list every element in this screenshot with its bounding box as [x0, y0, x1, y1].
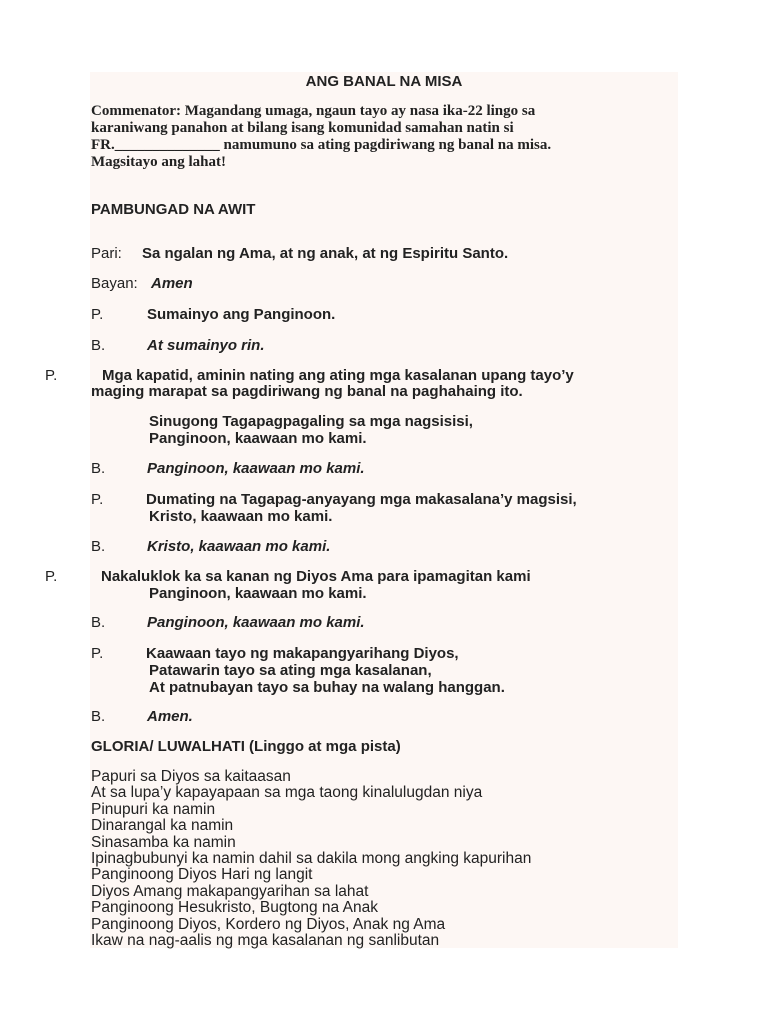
p-label-2: P.	[45, 367, 58, 384]
p5-line-1: Kaawaan tayo ng makapangyarihang Diyos,	[146, 645, 459, 662]
p4-line-2: Panginoon, kaawaan mo kami.	[149, 585, 367, 602]
p3-line-1: Dumating na Tagapag-anyayang mga makasalana’y magsisi,	[146, 491, 577, 508]
b-label-5: B.	[91, 708, 106, 725]
gloria-heading: GLORIA/ LUWALHATI (Linggo at mga pista)	[91, 738, 401, 755]
b-label-2: B.	[91, 460, 106, 477]
b3-text: Kristo, kaawaan mo kami.	[147, 538, 331, 555]
document-title: ANG BANAL NA MISA	[305, 73, 463, 90]
b5-text: Amen.	[147, 708, 193, 725]
pari-label: Pari:	[91, 245, 122, 262]
p-label-1: P.	[91, 306, 104, 323]
gloria-line: Sinasamba ka namin	[91, 833, 236, 851]
gloria-line: At sa lupa’y kapayapaan sa mga taong kinalulugdan niya	[91, 784, 483, 802]
b1-text: At sumainyo rin.	[147, 337, 265, 354]
gloria-line: Panginoong Diyos Hari ng langit	[91, 866, 313, 884]
p2-line-2: maging marapat sa pagdiriwang ng banal na paghahaing ito.	[91, 383, 523, 400]
p2-line-1: Mga kapatid, aminin nating ang ating mga kasalanan upang tayo’y	[102, 367, 574, 384]
pambungad-heading: PAMBUNGAD NA AWIT	[91, 201, 256, 218]
p-label-4: P.	[45, 568, 58, 585]
commentator-line-1: Commenator: Magandang umaga, ngaun tayo ay nasa ika-22 lingo sa	[91, 103, 536, 119]
p1-text: Sumainyo ang Panginoon.	[147, 306, 336, 323]
p5-line-2: Patawarin tayo sa ating mga kasalanan,	[149, 662, 432, 679]
gloria-line: Panginoong Diyos, Kordero ng Diyos, Anak ng Ama	[91, 915, 446, 933]
gloria-line: Ikaw na nag-aalis ng mga kasalanan ng sanlibutan	[91, 932, 440, 950]
commentator-line-2: karaniwang panahon at bilang isang komunidad samahan natin si	[91, 120, 514, 136]
sinugong-line-1: Sinugong Tagapagpagaling sa mga nagsisisi,	[149, 413, 473, 430]
commentator-line-3: FR.______________ namumuno sa ating pagdiriwang ng banal na misa.	[91, 137, 552, 153]
b2-text: Panginoon, kaawaan mo kami.	[147, 460, 365, 477]
gloria-line: Dinarangal ka namin	[91, 817, 234, 835]
sinugong-line-2: Panginoon, kaawaan mo kami.	[149, 430, 367, 447]
p-label-5: P.	[91, 645, 104, 662]
gloria-line: Pinupuri ka namin	[91, 800, 216, 818]
p3-line-2: Kristo, kaawaan mo kami.	[149, 508, 333, 525]
b-label-3: B.	[91, 538, 106, 555]
b-label-4: B.	[91, 614, 106, 631]
gloria-lyrics	[91, 769, 531, 949]
b-label-1: B.	[91, 337, 106, 354]
gloria-line: Papuri sa Diyos sa kaitaasan	[91, 768, 291, 785]
p5-line-3: At patnubayan tayo sa buhay na walang hanggan.	[149, 679, 505, 696]
gloria-line: Ipinagbubunyi ka namin dahil sa dakila mong angking kapurihan	[91, 850, 532, 868]
b4-text: Panginoon, kaawaan mo kami.	[147, 614, 365, 631]
p-label-3: P.	[91, 491, 104, 508]
commentator-line-4: Magsitayo ang lahat!	[91, 154, 226, 170]
pari-text: Sa ngalan ng Ama, at ng anak, at ng Espiritu Santo.	[142, 245, 509, 262]
bayan-text: Amen	[151, 275, 193, 292]
gloria-line: Diyos Amang makapangyarihan sa lahat	[91, 882, 369, 900]
bayan-label: Bayan:	[91, 275, 138, 292]
gloria-line: Panginoong Hesukristo, Bugtong na Anak	[91, 899, 378, 917]
p4-line-1: Nakaluklok ka sa kanan ng Diyos Ama para ipamagitan kami	[101, 568, 531, 585]
